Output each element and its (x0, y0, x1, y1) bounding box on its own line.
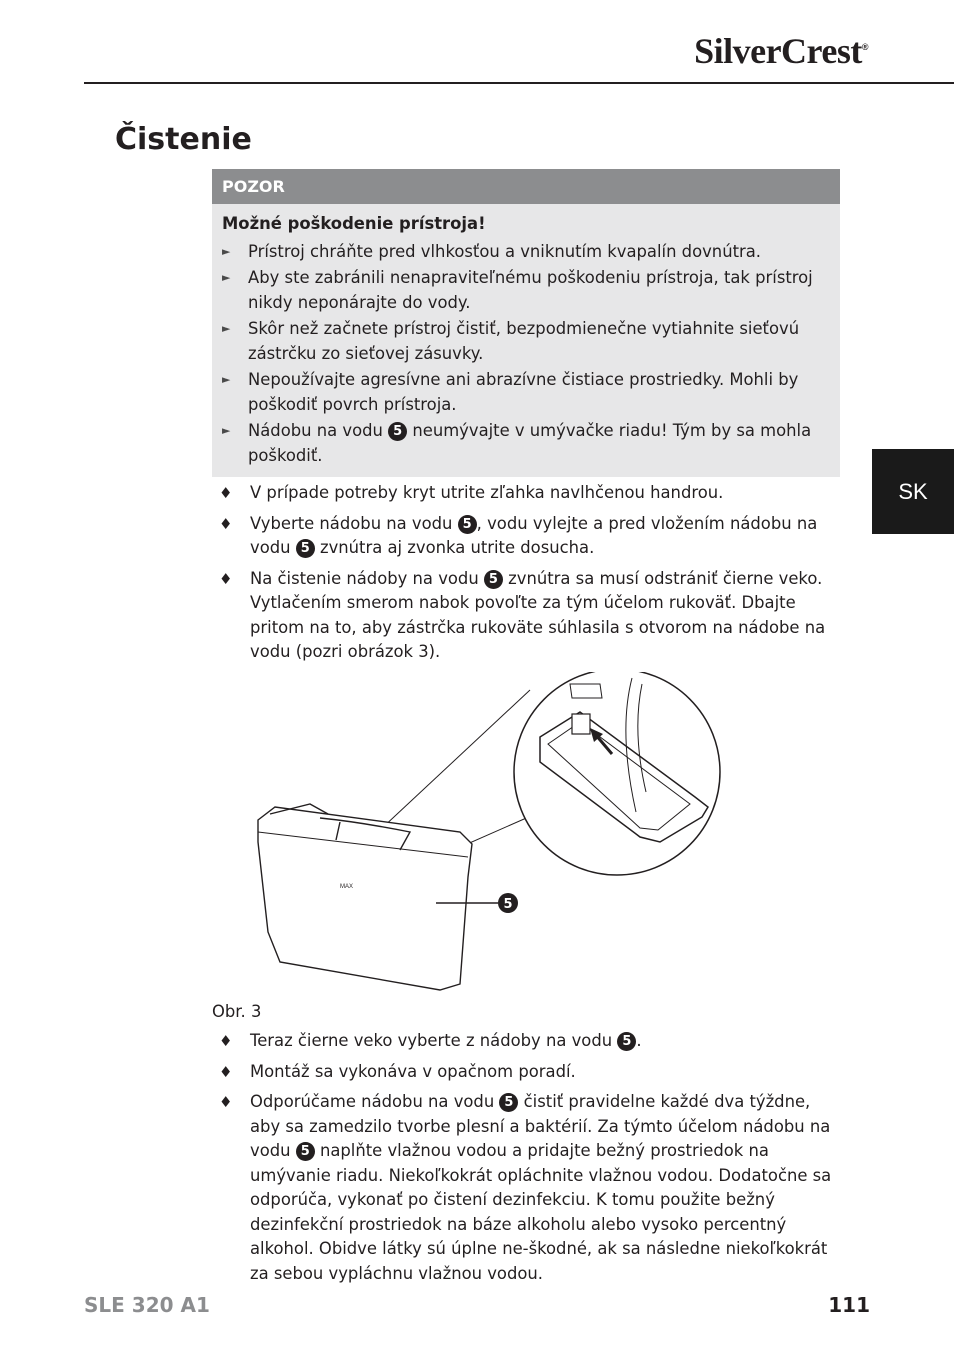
footer-model: SLE 320 A1 (84, 1293, 210, 1317)
diamond-bullet-icon: ♦ (219, 1032, 233, 1050)
warning-subtitle: Možné poškodenie prístroja! (222, 214, 486, 233)
warning-box (212, 169, 840, 477)
warning-item (222, 240, 830, 265)
list-item (212, 1090, 840, 1286)
list-item (212, 512, 840, 561)
triangle-bullet-icon: ► (222, 424, 231, 437)
warning-item (222, 368, 830, 417)
reference-number-badge: 5 (484, 570, 503, 589)
max-marking: MAX (340, 884, 354, 890)
page-number: 111 (828, 1293, 870, 1317)
triangle-bullet-icon: ► (222, 271, 231, 284)
triangle-bullet-icon: ► (222, 244, 231, 258)
cleaning-steps-bottom (212, 1029, 840, 1292)
handle-plug (572, 714, 590, 734)
warning-item-text: Prístroj chráňte pred vlhkosťou a vniknutím kvapalín dovnútra. (248, 241, 762, 261)
page-title: Čistenie (115, 122, 252, 157)
diamond-bullet-icon: ♦ (219, 1062, 233, 1081)
warning-item-text: Aby ste zabránili nenapraviteľnému poškodeniu prístroja, tak prístroj nikdy neponárajte do vody. (248, 268, 813, 312)
step-text: V prípade potreby kryt utrite zľahka navlhčenou handrou. (250, 483, 724, 502)
warning-item (222, 266, 830, 315)
list-item (212, 567, 840, 665)
step-text: , vodu vylejte a pred vložením nádobu na vodu (250, 513, 818, 557)
water-container-illustration (240, 672, 740, 1002)
brand-logo (694, 30, 868, 72)
registered-mark: ® (861, 42, 868, 52)
header-rule (84, 82, 954, 84)
reference-number-badge: 5 (458, 515, 477, 534)
list-item (212, 1029, 840, 1054)
step-text: Na čistenie nádoby na vodu (250, 568, 479, 588)
step-text: naplňte vlažnou vodou a pridajte bežný prostriedok na umývanie riadu. Niekoľkokrát opláchnite vlažnou vodou. Dodatočne sa odporúča, vykonať po čistení dezinfekciu. K tomu použite bežný dezinfekční prostriedok na báze alkoholu alebo vysoko percentný alkohol. Obidve látky sú úplne ne-škodné, ak sa následne niekoľkokrát za sebou vypláchnu vlažnou vodou. (250, 1141, 832, 1283)
warning-item-text: neumývajte v umývačke riadu! Tým by sa mohla poškodiť. (248, 421, 812, 465)
reference-number-badge: 5 (296, 1142, 315, 1161)
diamond-bullet-icon: ♦ (219, 569, 233, 588)
warning-label: POZOR (212, 169, 840, 204)
warning-item (222, 419, 830, 468)
triangle-bullet-icon: ► (222, 322, 231, 335)
step-text: zvnútra sa musí odstrániť čierne veko. Vytlačením smerom nabok povoľte za tým účelom rukoväť. Dbajte pritom na to, aby zástrčka rukoväte súhlasila s otvorom na nádobe na vodu (pozri obrázok 3). (250, 568, 826, 661)
step-text: Odporúčame nádobu na vodu (250, 1092, 495, 1111)
reference-number-badge: 5 (499, 1093, 518, 1112)
warning-item-text: Nádobu na vodu (248, 421, 383, 440)
triangle-bullet-icon: ► (222, 373, 231, 386)
cleaning-steps-top (212, 481, 840, 671)
diamond-bullet-icon: ♦ (219, 514, 233, 533)
step-text: . (636, 1031, 642, 1050)
zoom-connector-line (380, 690, 530, 830)
brand-logo-part-1: Silver (694, 31, 782, 71)
warning-item-text: Skôr než začnete prístroj čistiť, bezpodmienečne vytiahnite sieťovú zástrčku zo sieťovej zásuvky. (248, 319, 800, 363)
list-item (212, 1060, 840, 1085)
step-text: zvnútra aj zvonka utrite dosucha. (319, 538, 595, 557)
water-container-body (258, 807, 472, 990)
language-tab: SK (872, 449, 954, 534)
callout-number: 5 (503, 897, 513, 912)
step-text: Teraz čierne veko vyberte z nádoby na vodu (250, 1031, 613, 1050)
diamond-bullet-icon: ♦ (219, 1093, 233, 1111)
diamond-bullet-icon: ♦ (219, 484, 233, 502)
warning-item (222, 317, 830, 366)
step-text: čistiť pravidelne každé dva týždne, aby sa zamedzilo tvorbe plesní a baktérií. Za týmto účelom nádobu na vodu (250, 1092, 831, 1160)
reference-number-badge: 5 (296, 539, 315, 558)
warning-body (212, 204, 840, 477)
step-text: Vyberte nádobu na vodu (250, 513, 453, 533)
reference-number-badge: 5 (388, 422, 407, 441)
reference-number-badge: 5 (617, 1032, 636, 1051)
magnifier-circle (514, 672, 720, 875)
step-text: Montáž sa vykonáva v opačnom poradí. (250, 1061, 576, 1081)
figure-caption: Obr. 3 (212, 1002, 262, 1021)
list-item (212, 481, 840, 506)
brand-logo-part-2: Crest (781, 31, 862, 71)
warning-item-text: Nepoužívajte agresívne ani abrazívne čistiace prostriedky. Mohli by poškodiť povrch prístroja. (248, 370, 799, 414)
